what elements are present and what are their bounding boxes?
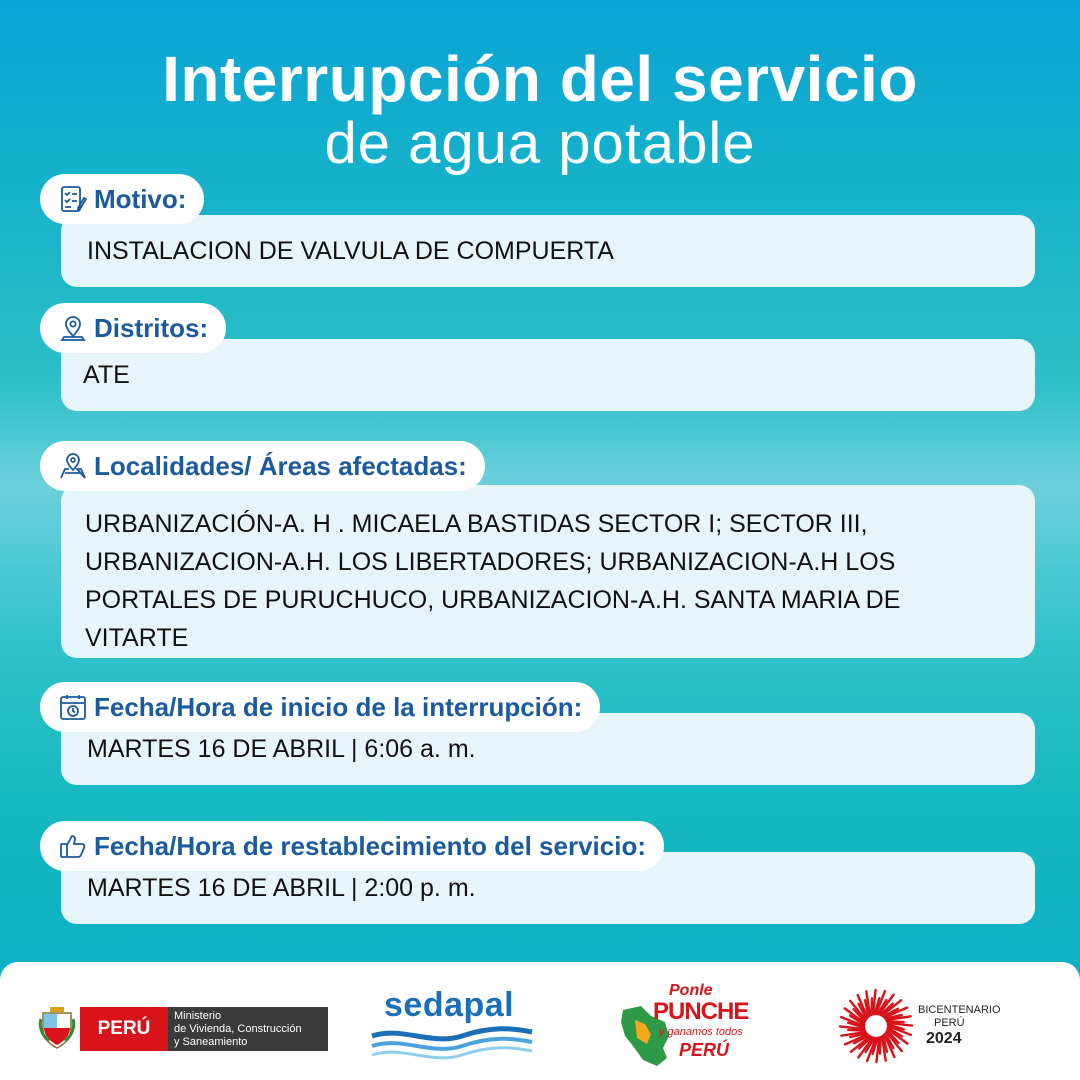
- bicentenario-peru-text: PERÚ: [934, 1017, 965, 1029]
- inicio-label-pill: [40, 682, 600, 732]
- ministry-name: [168, 1007, 328, 1051]
- inicio-label: Fecha/Hora de inicio de la interrupción:: [94, 691, 583, 722]
- ponle-punche-logo: [615, 982, 755, 1078]
- bicentenario-sun-icon: [838, 988, 914, 1064]
- map-location-icon: [58, 451, 88, 481]
- peru-text: PERÚ: [679, 1040, 730, 1060]
- motivo-label: Motivo:: [94, 183, 187, 214]
- ministry-name-line: Ministerio: [174, 1010, 222, 1022]
- restablecimiento-label-pill: [40, 821, 664, 871]
- page-title: Interrupción del servicio: [162, 43, 918, 115]
- peru-badge: PERÚ: [80, 1007, 168, 1051]
- motivo-label-pill: [40, 174, 204, 224]
- localidades-label-pill: [40, 441, 485, 491]
- punche-text: PUNCHE: [653, 998, 749, 1025]
- localidades-line: PORTALES DE PURUCHUCO, URBANIZACION-A.H. SANTA MARIA DE: [85, 586, 901, 614]
- calendar-clock-icon: [58, 692, 88, 722]
- ganamos-text: y ganamos todos: [659, 1026, 743, 1038]
- distritos-label-pill: [40, 303, 226, 353]
- localidades-line: URBANIZACIÓN-A. H . MICAELA BASTIDAS SECTOR I; SECTOR III,: [85, 510, 868, 538]
- inicio-value: MARTES 16 DE ABRIL | 6:06 a. m.: [87, 735, 476, 763]
- peru-coat-of-arms-icon: [38, 1005, 76, 1051]
- bicentenario-text: BICENTENARIO: [918, 1004, 1001, 1016]
- ponle-text: Ponle: [669, 982, 713, 999]
- ministry-name-line: de Vivienda, Construcción: [174, 1023, 302, 1035]
- restablecimiento-label: Fecha/Hora de restablecimiento del servicio:: [94, 830, 646, 861]
- localidades-line: VITARTE: [85, 624, 189, 652]
- checklist-icon: [58, 184, 88, 214]
- ministry-name-line: y Saneamiento: [174, 1036, 248, 1048]
- ministry-logo: [38, 1003, 302, 1053]
- sedapal-logo: [370, 986, 535, 1060]
- bicentenario-logo: [838, 988, 1008, 1066]
- page-subtitle: de agua potable: [324, 111, 756, 176]
- sedapal-wordmark: sedapal: [384, 986, 515, 1024]
- motivo-card: [61, 215, 1035, 287]
- localidades-card: [61, 485, 1035, 658]
- bicentenario-year: 2024: [926, 1030, 962, 1047]
- restablecimiento-value: MARTES 16 DE ABRIL | 2:00 p. m.: [87, 874, 476, 902]
- footer-logos: [0, 962, 1080, 1080]
- distritos-value: ATE: [83, 361, 130, 389]
- motivo-value: INSTALACION DE VALVULA DE COMPUERTA: [87, 237, 614, 265]
- map-pin-icon: [58, 313, 88, 343]
- water-waves-icon: [370, 1026, 535, 1060]
- thumbs-up-icon: [58, 831, 88, 861]
- localidades-line: URBANIZACION-A.H. LOS LIBERTADORES; URBANIZACION-A.H LOS: [85, 548, 896, 576]
- localidades-label: Localidades/ Áreas afectadas:: [94, 450, 467, 481]
- distritos-label: Distritos:: [94, 312, 209, 343]
